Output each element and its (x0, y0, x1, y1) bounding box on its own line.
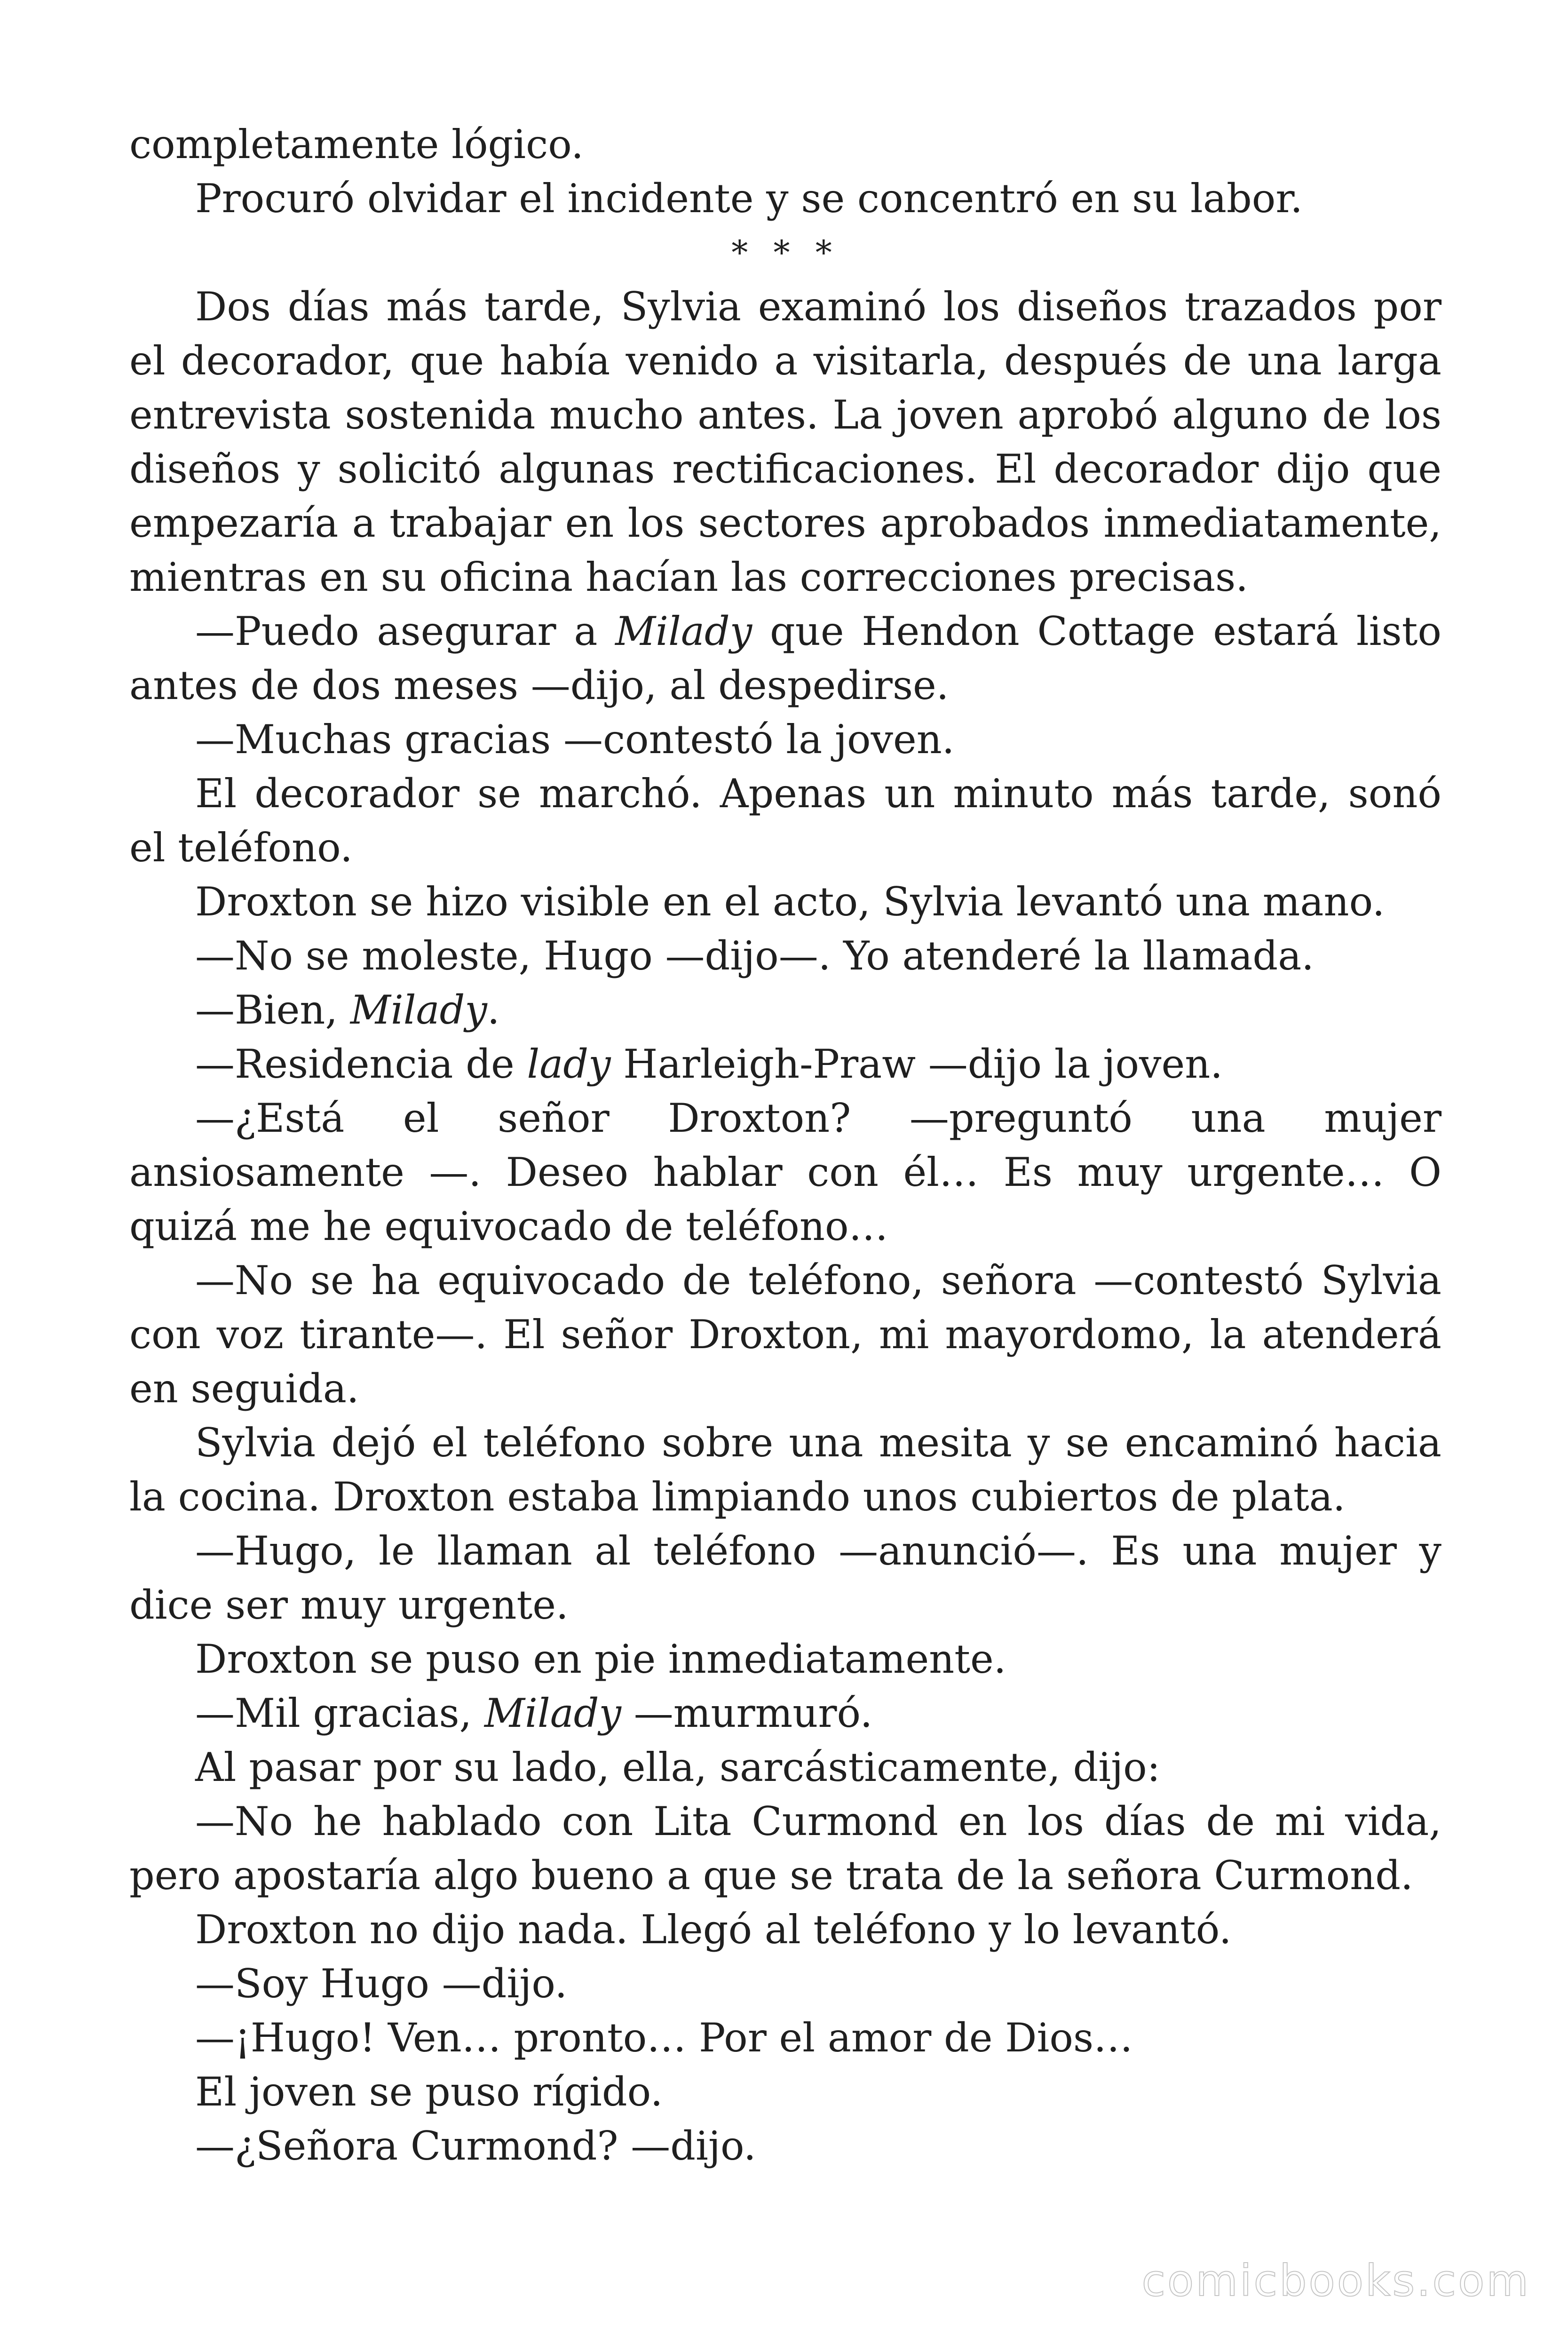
italic-text: Milady (484, 1690, 621, 1736)
paragraph (129, 604, 1441, 713)
paragraph: Droxton se hizo visible en el acto, Sylvia levantó una mano. (195, 879, 1385, 925)
italic-text: Milady (615, 608, 752, 654)
text-run: —Bien, (195, 987, 350, 1033)
paragraph: Al pasar por su lado, ella, sarcásticamente, dijo: (195, 1744, 1161, 1790)
paragraph: —No se ha equivocado de teléfono, señora —contestó Sylvia con voz tirante—. El señor Droxton, mi mayordomo, la atenderá en seguida. (129, 1257, 1441, 1412)
paragraph: Procuró olvidar el incidente y se concentró en su labor. (195, 175, 1303, 222)
paragraph (129, 983, 1441, 1037)
paragraph: —Soy Hugo —dijo. (195, 1961, 568, 2007)
paragraph: —¡Hugo! Ven… pronto… Por el amor de Dios… (195, 2015, 1133, 2061)
paragraph: Sylvia dejó el teléfono sobre una mesita y se encaminó hacia la cocina. Droxton estaba limpiando unos cubiertos de plata. (129, 1420, 1441, 1520)
text-run: que Hendon Cottage estará listo antes de dos meses —dijo, al despedirse. (129, 608, 1441, 708)
text-run: Harleigh-Praw —dijo la joven. (610, 1041, 1223, 1087)
paragraph: —No se moleste, Hugo —dijo—. Yo atenderé la llamada. (195, 933, 1314, 979)
page-text (129, 118, 1441, 2173)
text-run: —Puedo asegurar a (195, 608, 616, 654)
italic-text: lady (527, 1041, 611, 1087)
paragraph: completamente lógico. (129, 121, 584, 167)
paragraph: —Hugo, le llaman al teléfono —anunció—. Es una mujer y dice ser muy urgente. (129, 1528, 1441, 1628)
paragraph: Droxton se puso en pie inmediatamente. (195, 1636, 1006, 1682)
section-separator: * * * (731, 233, 839, 272)
paragraph: El decorador se marchó. Apenas un minuto más tarde, sonó el teléfono. (129, 771, 1441, 871)
paragraph: Droxton no dijo nada. Llegó al teléfono y lo levantó. (195, 1907, 1232, 1953)
paragraph: —¿Está el señor Droxton? —preguntó una mujer ansiosamente —. Deseo hablar con él… Es muy urgente… O quizá me he equivocado de teléfono… (129, 1095, 1441, 1249)
text-run: —Residencia de (195, 1041, 527, 1087)
paragraph (129, 1037, 1441, 1091)
paragraph: —No he hablado con Lita Curmond en los días de mi vida, pero apostaría algo bueno a que se trata de la señora Curmond. (129, 1798, 1441, 1899)
text-run: —murmuró. (621, 1690, 873, 1736)
text-run: . (487, 987, 500, 1033)
paragraph: Dos días más tarde, Sylvia examinó los diseños trazados por el decorador, que había venido a visitarla, después de una larga entrevista sostenida mucho antes. La joven aprobó alguno de los diseños y solicitó algunas rectificaciones. El decorador dijo que empezaría a trabajar en los sectores aprobados inmediatamente, mientras en su oficina hacían las correcciones precisas. (129, 284, 1441, 600)
watermark: comicbooks.com (1141, 2256, 1530, 2306)
paragraph: —¿Señora Curmond? —dijo. (195, 2123, 756, 2169)
paragraph (129, 1686, 1441, 1740)
paragraph: —Muchas gracias —contestó la joven. (195, 716, 955, 763)
text-run: —Mil gracias, (195, 1690, 484, 1736)
italic-text: Milady (350, 987, 487, 1033)
paragraph: El joven se puso rígido. (195, 2069, 663, 2115)
